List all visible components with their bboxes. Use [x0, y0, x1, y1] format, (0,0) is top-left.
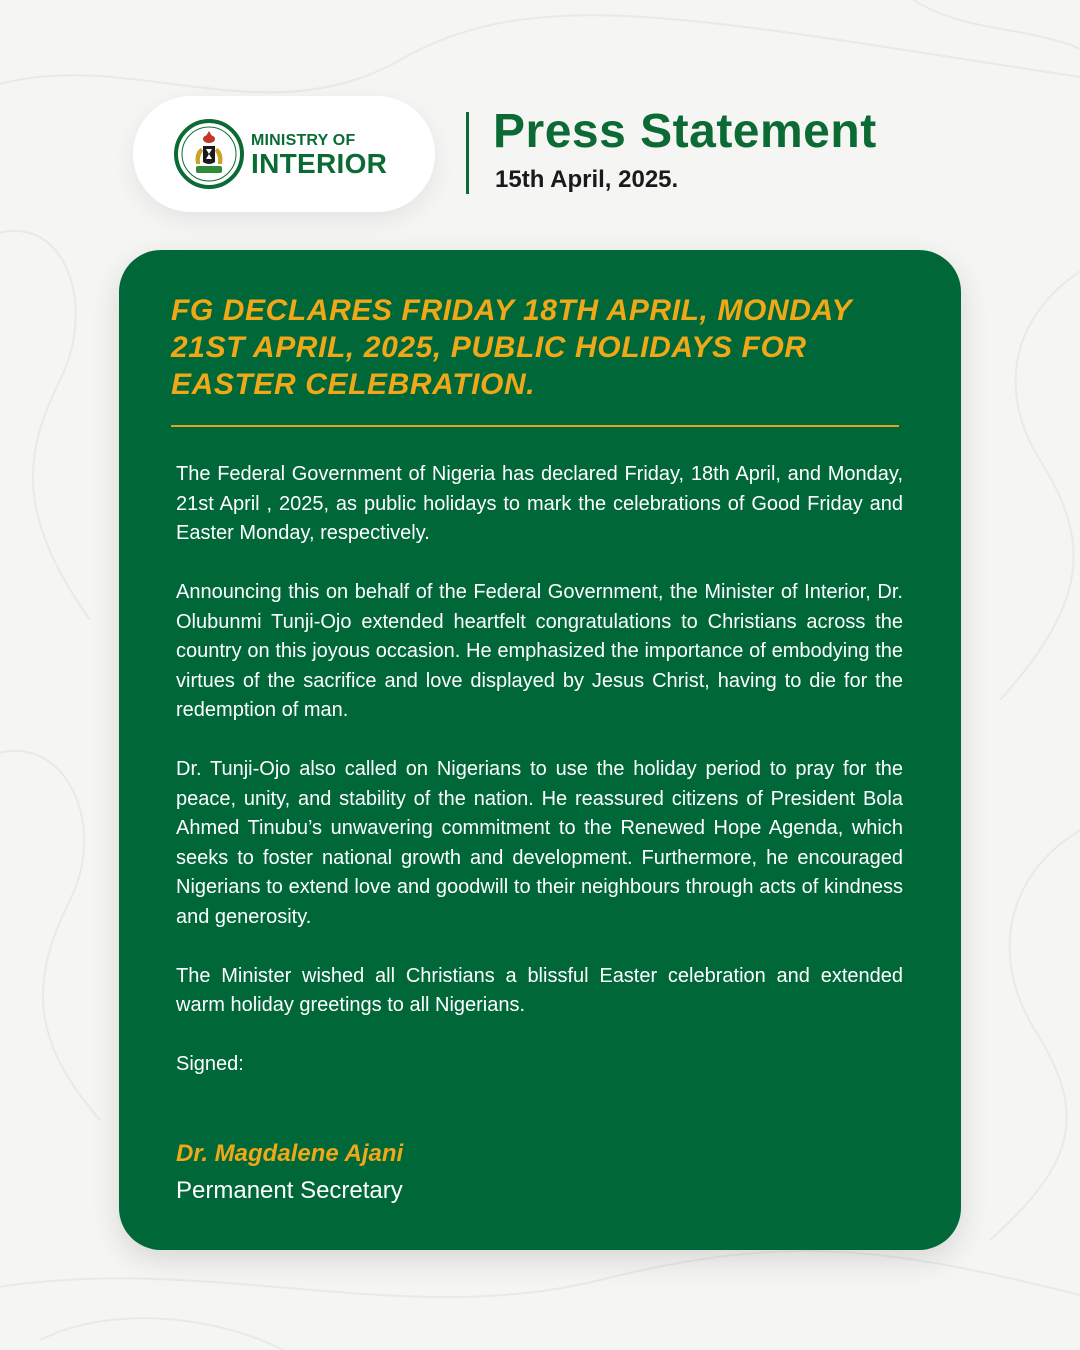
body-paragraph: Dr. Tunji-Ojo also called on Nigerians to use the holiday period to pray for the peace, unity, and stability of the nation. He reassured citizens of President Bola Ahmed Tinubu’s unwavering commitment to the Renewed Hope Agenda, which seeks to foster national growth and development. Furthermore, he encouraged Nigerians to extend love and goodwill to their neighbours through acts of kindness and generosity. — [176, 758, 903, 928]
statement-body — [176, 460, 903, 1109]
signatory-title: Permanent Secretary — [176, 1177, 403, 1204]
ministry-logo-text — [251, 133, 387, 178]
headline-underline — [171, 425, 899, 427]
statement-card — [119, 250, 961, 1250]
signed-label: Signed: — [176, 1053, 244, 1075]
body-paragraph: The Minister wished all Christians a blissful Easter celebration and extended warm holiday greetings to all Nigerians. — [176, 964, 903, 1016]
page-title: Press Statement — [493, 105, 877, 158]
body-paragraph: The Federal Government of Nigeria has declared Friday, 18th April, and Monday, 21st April , 2025, as public holidays to mark the celebrations of Good Friday and Easter Monday, respectively. — [176, 463, 903, 544]
logo-line-interior: INTERIOR — [251, 148, 388, 179]
header-divider — [466, 112, 469, 194]
statement-date: 15th April, 2025. — [495, 166, 679, 193]
logo-line-ministry-of: MINISTRY OF — [251, 132, 356, 149]
ministry-logo-badge — [133, 96, 435, 212]
statement-headline: FG DECLARES FRIDAY 18TH APRIL, MONDAY 21ST APRIL, 2025, PUBLIC HOLIDAYS FOR EASTER CELEBRATION. — [171, 294, 852, 401]
signatory-name: Dr. Magdalene Ajani — [176, 1140, 404, 1167]
body-paragraph: Announcing this on behalf of the Federal Government, the Minister of Interior, Dr. Olubunmi Tunji-Ojo extended heartfelt congratulations to Christians across the country on this joyous occasion. He emphasized the importance of embodying the virtues of the sacrifice and love displayed by Jesus Christ, having to die for the redemption of man. — [176, 581, 903, 721]
coat-of-arms-icon — [173, 118, 245, 190]
